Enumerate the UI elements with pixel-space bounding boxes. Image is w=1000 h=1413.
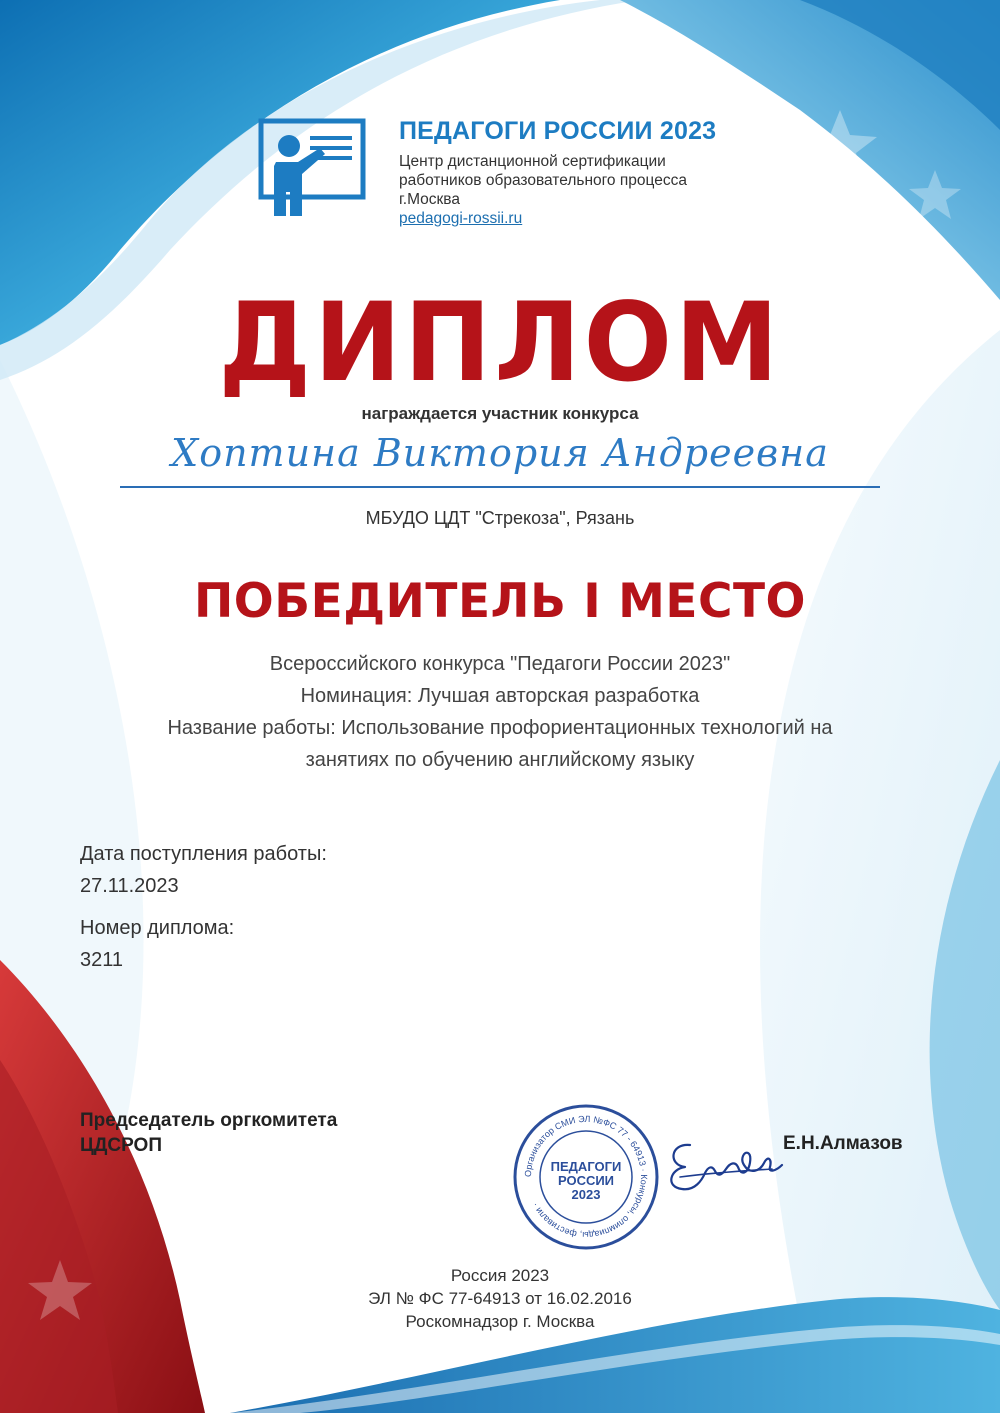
stamp-center-text: РОССИИ [557,1173,615,1188]
recipient-name: Хоптина Виктория Андреевна [171,431,829,475]
diploma-meta [80,838,327,976]
contest-line: Всероссийского конкурса "Педагоги России 2023" [269,653,731,675]
signer-name: Е.Н.Алмазов [783,1133,903,1154]
organization-title: ПЕДАГОГИ РОССИИ 2023 [399,117,717,145]
work-title-line: занятиях по обучению английскому языку [305,749,695,771]
stamp-seal [512,1103,660,1251]
result-title: ПОБЕДИТЕЛЬ I МЕСТО [193,574,807,629]
nomination-line: Номинация: Лучшая авторская разработка [300,685,700,707]
organization-description [399,152,687,228]
footer-line: Россия 2023 [450,1266,550,1285]
website-link[interactable]: pedagogi-rossii.ru [399,210,523,227]
number-value: 3211 [80,949,124,971]
footer-line: Роскомнадзор г. Москва [405,1312,595,1331]
contest-details [100,648,900,776]
stamp-center-text: ПЕДАГОГИ [550,1159,622,1174]
work-title-line: Название работы: Использование профориентационных технологий на [167,717,833,739]
footer-line: ЭЛ № ФС 77-64913 от 16.02.2016 [368,1289,632,1308]
footer [0,1264,1000,1333]
chairman-line: Председатель оргкомитета [80,1110,338,1131]
org-line: Центр дистанционной сертификации [399,153,666,170]
diploma-title: ДИПЛОМ [218,277,782,407]
institution: МБУДО ЦДТ "Стрекоза", Рязань [365,508,635,528]
awarded-text: награждается участник конкурса [361,404,639,423]
org-line: работников образовательного процесса [399,172,687,189]
chairman-title [80,1108,337,1158]
date-value: 27.11.2023 [80,875,179,897]
org-line: г.Москва [399,191,460,208]
stamp-ring-text: Организатор СМИ ЭЛ №ФС 77 - 64913 · Конкурсы, олимпиады, фестивали · [522,1113,650,1241]
name-underline [120,486,880,488]
chairman-line: ЦДСРОП [80,1135,162,1156]
presenter-at-board-icon [258,118,366,218]
number-label: Номер диплома: [80,917,235,939]
handwritten-signature [660,1125,790,1205]
stamp-center-text: 2023 [571,1187,601,1202]
date-label: Дата поступления работы: [80,843,327,865]
